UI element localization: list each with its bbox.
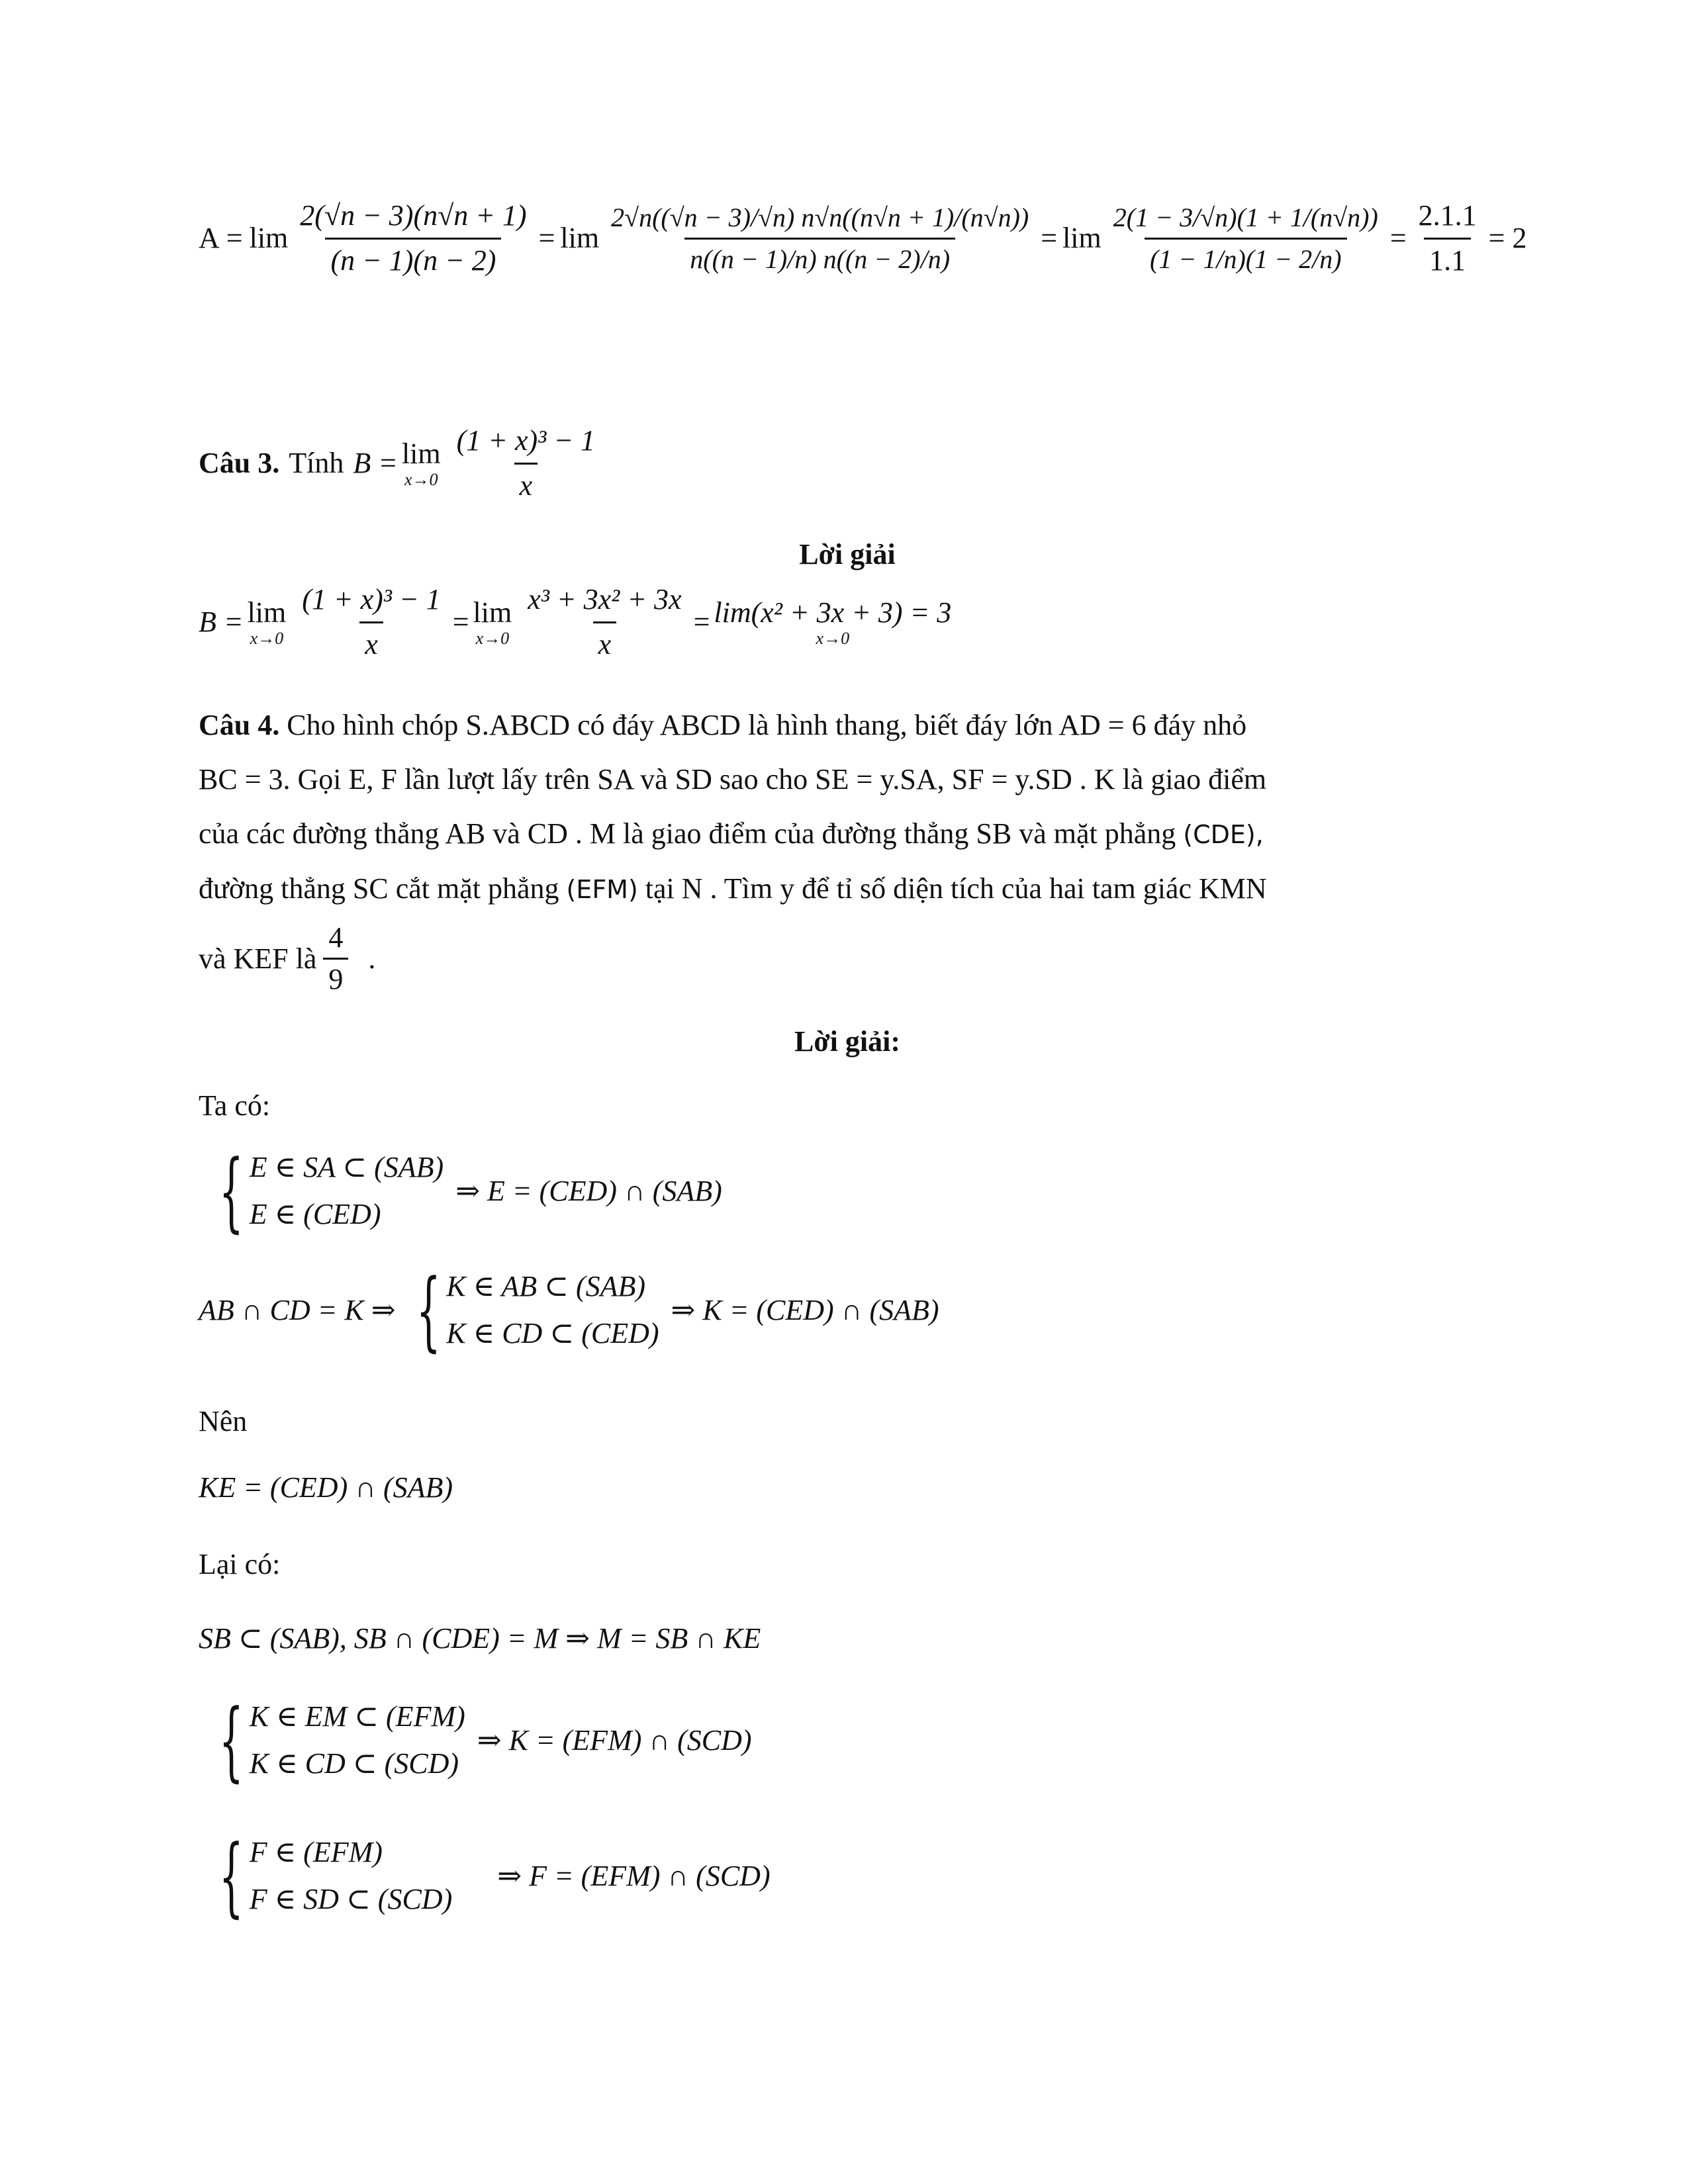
s3-lim-3-sub: x→0 (816, 629, 850, 649)
q3-label: Câu 3. (199, 446, 280, 479)
a-eq-4: = (1389, 221, 1407, 254)
a-frac-2-den: n((n − 1)/n) n((n − 2)/n) (684, 238, 955, 275)
q4-line-1-text: Cho hình chóp S.ABCD có đáy ABCD là hình thang, biết đáy lớn AD = 6 đáy nhỏ (287, 709, 1247, 741)
sys2-brace: { (416, 1260, 441, 1361)
sys2-lhs: AB ∩ CD = K ⇒ (199, 1293, 396, 1326)
s3-frac-2 (522, 582, 686, 662)
question-4 (199, 698, 1496, 996)
q4-line-4b: (EFM) (566, 875, 638, 904)
q3-lim (402, 437, 441, 490)
sys2-result: ⇒ K = (CED) ∩ (SAB) (671, 1293, 939, 1326)
s3-frac-2-den: x (593, 621, 617, 662)
sys4-result: ⇒ F = (EFM) ∩ (SCD) (497, 1859, 771, 1892)
q4-frac-den: 9 (323, 958, 348, 995)
s3-eq-2: = (693, 605, 710, 638)
equation-a (199, 199, 1527, 279)
q3-frac-num: (1 + x)³ − 1 (456, 424, 596, 457)
sys4-brace: { (218, 1826, 244, 1927)
sys4-line-2: F ∈ SD ⊂ (SCD) (249, 1883, 453, 1915)
sys2-line-2: K ∈ CD ⊂ (CED) (446, 1317, 659, 1349)
sol4-system-3 (199, 1690, 1496, 1791)
sys2 (401, 1260, 659, 1361)
q3-frac (451, 424, 600, 504)
q3-lim-word: lim (401, 437, 441, 471)
sol4-taco: Ta có: (199, 1089, 271, 1122)
a-result: = 2 (1488, 221, 1527, 254)
q4-line-4a: đường thẳng SC cắt mặt phẳng (199, 872, 567, 905)
a-eq-1: = (226, 221, 243, 254)
sol4-system-1 (199, 1141, 1496, 1242)
q3-lim-sub: x→0 (404, 470, 438, 490)
sys3-result: ⇒ K = (EFM) ∩ (SCD) (477, 1723, 752, 1756)
sol4-nen: Nên (199, 1405, 248, 1437)
a-frac-4-num: 2.1.1 (1418, 199, 1477, 232)
sol4-sb: SB ⊂ (SAB), SB ∩ (CDE) = M ⇒ M = SB ∩ KE (199, 1622, 761, 1655)
s3-tail: lim(x² + 3x + 3) = 3 (714, 596, 952, 629)
sys3 (204, 1690, 465, 1791)
s3-frac-1 (297, 582, 445, 662)
s3-lim-2-sub: x→0 (475, 629, 510, 649)
sys1-line-2: E ∈ (CED) (249, 1198, 381, 1230)
a-eq-2: = (538, 221, 555, 254)
solution-3 (199, 582, 1496, 662)
s3-lim-2 (473, 596, 512, 649)
q4-line-3 (199, 807, 1496, 862)
q3-lhs: B = (353, 446, 398, 479)
q4-label: Câu 4. (199, 709, 280, 741)
q4-line-3a: của các đường thẳng AB và CD . M là giao điểm của đường thẳng SB và mặt phẳng (199, 817, 1184, 850)
a-frac-3 (1108, 202, 1383, 275)
sys1 (204, 1141, 444, 1242)
q4-line-4 (199, 862, 1496, 917)
sys2-line-1: K ∈ AB ⊂ (SAB) (446, 1270, 646, 1303)
q4-line-3b: (CDE), (1183, 820, 1264, 849)
sys3-line-1: K ∈ EM ⊂ (EFM) (249, 1700, 465, 1733)
q4-line-5 (199, 922, 1496, 996)
a-frac-2 (606, 202, 1034, 275)
s3-frac-1-num: (1 + x)³ − 1 (302, 583, 441, 615)
s3-frac-1-den: x (359, 621, 383, 662)
sys4-lines (250, 1833, 453, 1919)
q4-line-2: BC = 3. Gọi E, F lần lượt lấy trên SA và SD sao cho SE = y.SA, SF = y.SD . K là giao điểm (199, 763, 1267, 796)
sol4-ke: KE = (CED) ∩ (SAB) (199, 1471, 453, 1504)
s3-lim-3 (714, 596, 951, 649)
a-frac-1-num: 2(√n − 3)(n√n + 1) (300, 199, 527, 232)
a-frac-4 (1413, 199, 1482, 279)
q4-line-5-text: và KEF là (199, 942, 317, 975)
a-lim-3: lim (1062, 221, 1102, 254)
sys1-result: ⇒ E = (CED) ∩ (SAB) (455, 1174, 722, 1207)
sys4 (204, 1826, 453, 1927)
s3-lim-1-word: lim (247, 596, 287, 629)
sys1-line-1: E ∈ SA ⊂ (SAB) (249, 1151, 444, 1184)
q4-line-4c: tại N . Tìm y để tỉ số diện tích của hai tam giác KMN (637, 872, 1267, 905)
s3-frac-2-num: x³ + 3x² + 3x (528, 583, 682, 615)
s3-lim-2-word: lim (473, 596, 512, 629)
a-frac-1 (295, 199, 532, 279)
a-frac-3-num: 2(1 − 3/√n)(1 + 1/(n√n)) (1113, 202, 1378, 232)
a-eq-3: = (1041, 221, 1058, 254)
sol4-system-4 (199, 1826, 1496, 1927)
s3-eq: = (452, 605, 469, 638)
q3-text: Tính (289, 446, 344, 479)
sys2-lines (446, 1267, 659, 1353)
q4-frac (323, 922, 348, 996)
sys3-line-2: K ∈ CD ⊂ (SCD) (249, 1747, 459, 1780)
a-frac-1-den: (n − 1)(n − 2) (325, 238, 501, 279)
q4-line-1 (199, 698, 1496, 752)
question-3 (199, 424, 1496, 504)
sol4-heading: Lời giải: (794, 1025, 901, 1058)
sys3-lines (250, 1698, 465, 1784)
sol3-heading: Lời giải (799, 538, 896, 570)
s3-lim-1-sub: x→0 (250, 629, 284, 649)
a-lim-1: lim (249, 221, 289, 254)
s3-lhs: B = (199, 605, 244, 638)
a-frac-2-num: 2√n((√n − 3)/√n) n√n((n√n + 1)/(n√n)) (611, 202, 1029, 232)
sys3-brace: { (218, 1690, 244, 1791)
sol4-laico: Lại có: (199, 1548, 281, 1580)
a-lhs: A (199, 221, 220, 254)
q3-frac-den: x (514, 463, 538, 504)
sys1-brace: { (218, 1141, 244, 1242)
a-frac-4-den: 1.1 (1424, 238, 1471, 279)
q4-frac-num: 4 (328, 921, 344, 954)
sol4-system-2 (199, 1260, 1496, 1361)
q4-line-5-end: . (368, 942, 376, 975)
sys4-line-1: F ∈ (EFM) (249, 1836, 383, 1869)
a-lim-2: lim (560, 221, 600, 254)
a-frac-3-den: (1 − 1/n)(1 − 2/n) (1145, 238, 1347, 275)
s3-lim-1 (248, 596, 287, 649)
sys1-lines (250, 1148, 444, 1234)
